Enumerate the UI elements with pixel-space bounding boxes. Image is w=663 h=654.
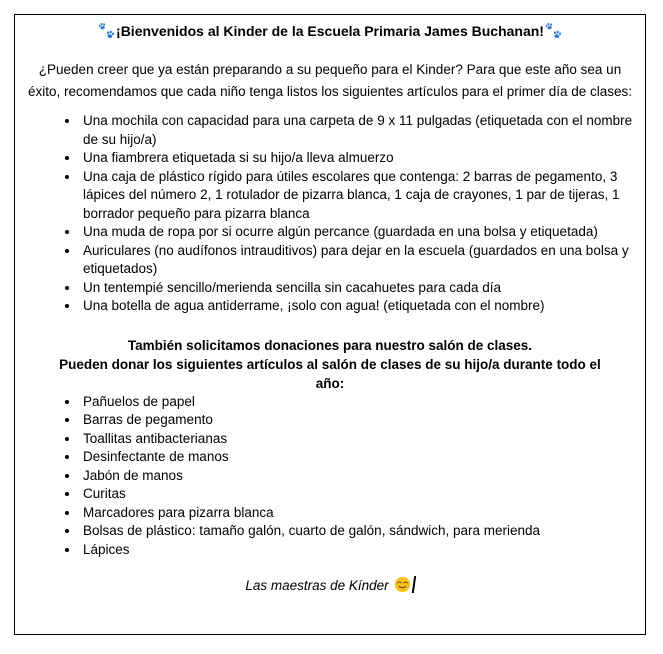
supply-list-item[interactable]: • Un tentempié sencillo/merienda sencilla sin cacahuetes para cada día	[80, 279, 636, 298]
donation-list-item[interactable]: • Barras de pegamento	[80, 411, 636, 430]
donations-heading-line2: Pueden donar los siguientes artículos al salón de clases de su hijo/a durante todo el año:	[59, 356, 601, 391]
text-cursor	[411, 576, 415, 593]
donations-heading[interactable]	[24, 336, 636, 393]
supply-list-item[interactable]: • Una caja de plástico rígido para útiles escolares que contenga: 2 barras de pegamento, 3 lápices del número 2, 1 rotulador de pizarra blanca, 1 caja de crayones, 1 par de tijeras, 1 borrador pequeño para pizarra blanca	[80, 168, 636, 224]
paw-prints-icon	[545, 22, 562, 45]
page-title-text: ¡Bienvenidos al Kinder de la Escuela Primaria James Buchanan!	[116, 23, 544, 39]
signature-text: Las maestras de Kínder	[245, 578, 389, 593]
paw-prints-icon	[98, 22, 115, 45]
donation-list-item[interactable]: • Pañuelos de papel	[80, 393, 636, 412]
page-title[interactable]	[24, 20, 636, 45]
intro-paragraph[interactable]: ¿Pueden creer que ya están preparando a su pequeño para el Kinder? Para que este año sea un éxito, recomendamos que cada niño tenga listos los siguientes artículos para el primer día de clases:	[27, 62, 633, 99]
supplies-list	[24, 112, 636, 316]
supply-list-item[interactable]: • Una fiambrera etiquetada si su hijo/a lleva almuerzo	[80, 149, 636, 168]
donations-heading-line1: También solicitamos donaciones para nuestro salón de clases.	[127, 337, 533, 353]
document-page[interactable]	[14, 14, 646, 635]
donation-list-item[interactable]: • Curitas	[80, 485, 636, 504]
donation-list-item[interactable]: • Bolsas de plástico: tamaño galón, cuarto de galón, sándwich, para merienda	[80, 522, 636, 541]
donation-list-item[interactable]: • Desinfectante de manos	[80, 448, 636, 467]
donation-list-item[interactable]: • Jabón de manos	[80, 467, 636, 486]
smiling-face-emoji-icon	[394, 576, 411, 598]
supply-list-item[interactable]: • Auriculares (no audífonos intrauditivos) para dejar en la escuela (guardados en una bolsa y etiquetados)	[80, 242, 636, 279]
donation-list-item[interactable]: • Lápices	[80, 541, 636, 560]
donation-list-item[interactable]: • Toallitas antibacterianas	[80, 430, 636, 449]
donations-list	[24, 393, 636, 560]
donation-list-item[interactable]: • Marcadores para pizarra blanca	[80, 504, 636, 523]
signature-line[interactable]	[24, 576, 636, 598]
supply-list-item[interactable]: • Una botella de agua antiderrame, ¡solo con agua! (etiquetada con el nombre)	[80, 297, 636, 316]
supply-list-item[interactable]: • Una mochila con capacidad para una carpeta de 9 x 11 pulgadas (etiquetada con el nombre de su hijo/a)	[80, 112, 636, 149]
supply-list-item[interactable]: • Una muda de ropa por si ocurre algún percance (guardada en una bolsa y etiquetada)	[80, 223, 636, 242]
